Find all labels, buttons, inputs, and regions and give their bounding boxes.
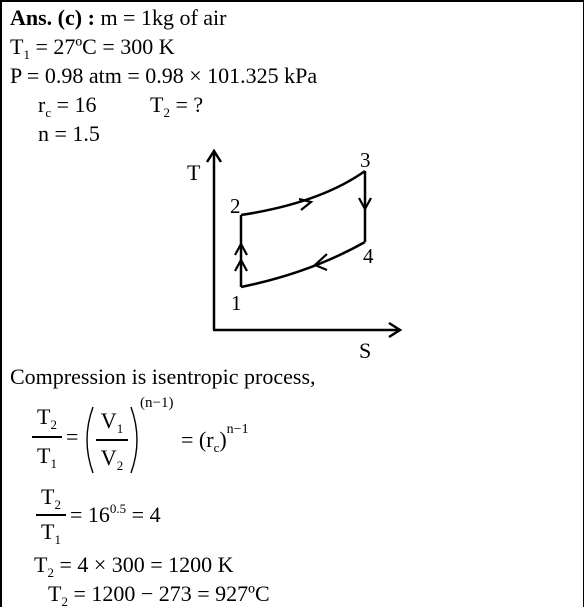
eq1-lhs-numerator: $T_2$ [37,404,57,432]
eq2-numerator: $T_2$ [41,484,61,512]
eq1-equals: = [66,424,79,449]
n-line: n = 1.5 [38,121,100,146]
t1-value: = 27ºC = 300 K [29,34,175,59]
t2-calculation: $T_2 = 4 \times 300 = 1200$ K [34,552,234,580]
eq1-left-paren [83,405,95,475]
t2q-symbol: T [150,92,164,117]
eq1-lhs-denominator: $T_1$ [37,443,57,471]
eq1-rhs-bar [96,439,128,441]
t2q-subscript: 2 [163,105,170,120]
rc-value: = 16 [51,92,97,117]
eq1-rhs-denominator: $V_2$ [100,445,124,473]
answer-label: Ans. (c) : [10,5,95,30]
point-label-3: 3 [360,148,371,172]
eq1-rhs-numerator: $V_1$ [100,408,124,436]
eq1-rc: = $(r_c)^{n-1}$ [181,422,249,455]
eq2-bar [36,514,66,516]
t1-line [10,34,175,62]
point-label-2: 2 [230,194,241,218]
rc-symbol: r [38,92,46,117]
x-axis-label: S [359,338,372,363]
t1-subscript: 1 [23,47,30,62]
t2q-value: = ? [169,92,204,117]
t1-symbol: T [10,34,24,59]
point-label-4: 4 [363,244,374,268]
y-axis-label: T [187,160,201,185]
rc-subscript: c [45,105,52,120]
mass-text: m = 1kg of air [94,5,227,30]
ts-diagram [170,148,410,363]
compression-statement: Compression is isentropic process, [10,364,316,389]
rc-line [38,92,97,120]
point-label-1: 1 [231,291,242,315]
eq2-denominator: $T_1$ [41,519,61,547]
eq2-rhs: = $16^{0.5} = 4$ [70,501,161,527]
t2-celsius: $T_2 = 1200 - 273$ = 927ºC [48,581,270,609]
t2-unknown [150,92,204,120]
eq1-exponent: (n−1) [140,395,174,411]
eq1-right-paren [129,405,141,475]
answer-header [10,6,227,30]
process-4-1 [241,242,365,287]
pressure-line: P = 0.98 atm = 0.98 × 101.325 kPa [10,63,318,88]
eq1-lhs-bar [32,436,62,438]
